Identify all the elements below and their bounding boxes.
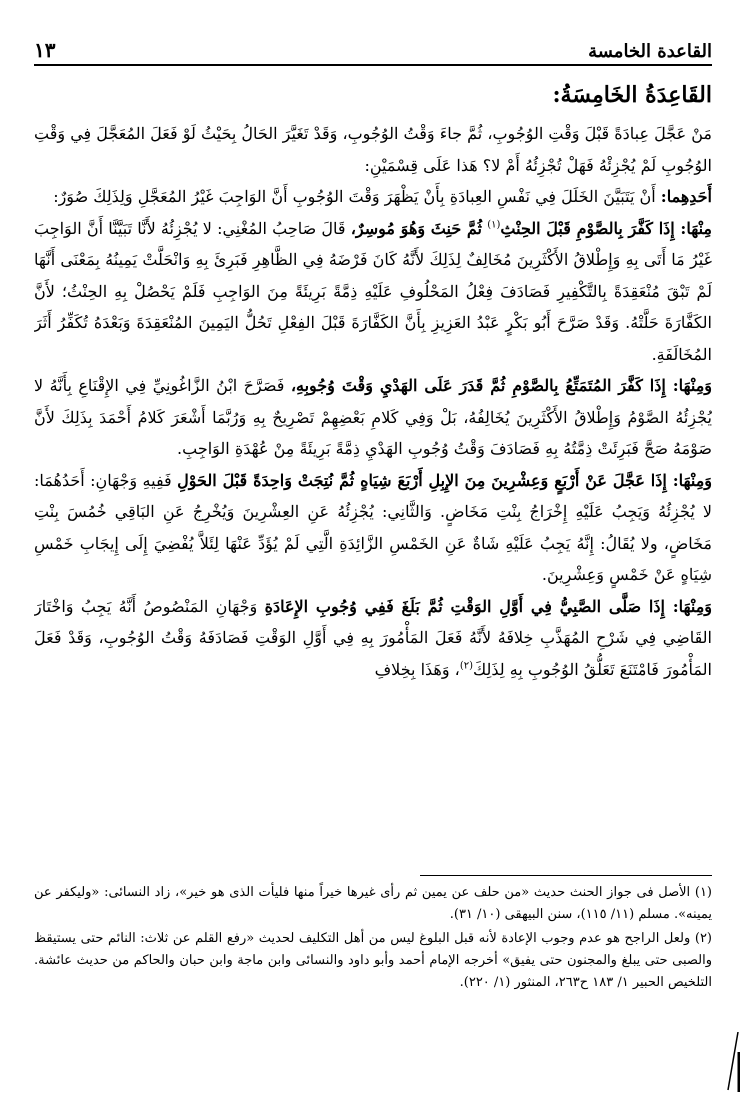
paragraph-case-4 — [34, 591, 712, 686]
paragraph-lead: وَمِنْهَا: إِذَا عَجَّلَ عَنْ أَرْبَعٍ وَعِشْرِينَ مِنَ الإِبِلِ أَرْبَعَ شِيَاهٍ ثُمَّ نُتِجَتْ وَاحِدَةً قَبْلَ الحَوْلِ — [177, 470, 712, 490]
paragraph-lead: أَحَدِهِما: — [660, 187, 712, 206]
paragraph-text: مَنْ عَجَّلَ عِبادَةً قَبْلَ وَقْتِ الوُجُوبِ، ثُمَّ جاءَ وَقْتُ الوُجُوبِ، وَقَدْ تَغَيَّرَ الحَالُ بِحَيْثُ لَوْ فَعَلَ المُعَجَّلَ فِي وَقْتِ الوُجُوبِ لَمْ يُجْزِئْهُ فَهَلْ تُجْزِئُهُ أَمْ لا؟ هَذا عَلَى قِسْمَيْنِ: — [34, 124, 712, 175]
paragraph-text: وَجْهَانِ المَنْصُوصُ أَنَّهُ يَجِبُ وَاخْتَارَ القَاضِي فِي شَرْحِ المُهَذَّبِ خِلافَهُ لأَنَّهُ فَعَلَ المَأْمُورَ بِهِ فِي أَوَّلِ الوَقْتِ فَصَادَفَهُ وَقْتُ الوُجُوبِ، وَقَدْ فَعَلَ المَأْمُورَ فَامْتَنَعَ تَعَلُّقُ الوُجُوبِ بِهِ لِذَلِكَ — [34, 596, 712, 679]
running-head: القاعدة الخامسة — [588, 41, 712, 62]
page-edge-mark — [726, 1032, 740, 1092]
paragraph-lead: وَمِنْهَا: إِذَا صَلَّى الصَّبِيُّ فِي أَوَّلِ الوَقْتِ ثُمَّ بَلَغَ فَفِي وُجُوبِ الإِعَادَةِ — [264, 596, 712, 616]
footnotes — [34, 882, 712, 1057]
paragraph-lead: وَمِنْهَا: إِذَا كَفَّرَ المُتَمَتِّعُ بِالصَّوْمِ ثُمَّ قَدَرَ عَلَى الهَدْيِ وَقْتَ وُجُوبِهِ، — [290, 376, 712, 395]
paragraph-case-2 — [34, 370, 712, 465]
footnote-ref-2[interactable]: (٢) — [459, 660, 474, 672]
paragraph-intro — [34, 118, 712, 181]
paragraph-lead-continued: ثُمَّ حَنِثَ وَهُوَ مُوسِرٌ، — [350, 218, 483, 238]
page-number: ١٣ — [34, 38, 56, 62]
section-title: القَاعِدَةُ الخَامِسَةُ: — [552, 82, 712, 108]
paragraph-text: قَالَ صَاحِبُ المُغْنِي: لا يُجْزِئُهُ لأَنَّا تَبَيَّنَّا أَنَّ الوَاجِبَ غَيْرُ مَا أَتَى بِهِ وَإِطْلاقُ الأَكْثَرِينَ مُخَالِفٌ لِذَلِكَ لأَنَّهُ كَانَ فَرْضَهُ فِي الظَّاهِرِ فَبَرِئَ بِهِ وَانْحَلَّتْ يَمِينُهُ بِمَعْنَى أَنَّهَا لَمْ تَبْقَ مُنْعَقِدَةً بِالتَّكْفِيرِ فَصَادَفَ فِعْلُ المَحْلُوفِ عَلَيْهِ ذِمَّةً بَرِيئَةً مِنَ الوَاجِبِ فَلَمْ يَحْصُلْ بِهِ الحِنْثُ؛ لأَنَّ الكَفَّارَةَ حَلَّتْهُ. وَقَدْ صَرَّحَ أَبُو بَكْرٍ عَبْدُ العَزِيزِ بِأَنَّ الكَفَّارَةَ قَبْلَ الفِعْلِ تَحُلُّ اليَمِينَ المُنْعَقِدَةَ وَبَعْدَهُ تُكَفِّرُ أَثَرَ المُخَالَفَةِ. — [34, 218, 712, 364]
paragraph-lead: مِنْهَا: إِذَا كَفَّرَ بِالصَّوْمِ قَبْلَ الحِنْثِ — [500, 218, 712, 238]
main-text — [34, 78, 712, 868]
paragraph-text: فَصَرَّحَ ابْنُ الزَّاغُونِيِّ فِي الإِقْنَاعِ بِأَنَّهُ لا يُجْزِئُهُ الصَّوْمُ وَإِطْلاقُ الأَكْثَرِينَ يُخَالِفُهُ، بَلْ وَفِي كَلامِ بَعْضِهِمْ تَصْرِيحٌ بِهِ وَرُبَّمَا أَشْعَرَ كَلامُ أَحْمَدَ بِذَلِكَ لأَنَّ صَوْمَهُ صَحَّ فَبَرِئَتْ ذِمَّتُهُ بِهِ فَصَادَفَ وَقْتُ وُجُوبِ الهَدْيِ ذِمَّةً بَرِيئَةً مِنْ عُهْدَةِ الوَاجِبِ. — [34, 376, 712, 458]
paragraph-first-type — [34, 181, 712, 213]
footnote-2: (٢) ولعل الراجح هو عدم وجوب الإعادة لأنه قبل البلوغ ليس من أهل التكليف لحديث «رفع القلم عن ثلاث: النائم حتى يستيقظ والصبى حتى يبلغ والمجنون حتى يفيق» أخرجه الإمام أحمد وأبو داود والنسائى وابن ماجة وابن حبان والحاكم من حديث عائشة. التلخيص الحبير ١/ ١٨٣ ح٢٦٣، المنثور (١/ ٢٢٠). — [34, 931, 712, 990]
page-header — [34, 30, 712, 66]
footnote-ref-1[interactable]: (١) — [487, 219, 501, 231]
paragraph-text: أَنْ يَتَبَيَّنَ الخَلَلَ فِي نَفْسِ العِبادَةِ بِأَنْ يَظْهَرَ وَقْتَ الوُجُوبِ أَنَّ الوَاجِبَ غَيْرُ المُعَجَّلِ وَلِذَلِكَ صُوَرٌ: — [53, 187, 656, 206]
footnote-1: (١) الأصل فى جواز الحنث حديث «من حلف عن يمين ثم رأى غيرها خيراً منها فليأت الذى هو خير»، زاد النسائى: «وليكفر عن يمينه». مسلم (١١/ ١١٥)، سنن البيهقى (١٠/ ٣١). — [34, 885, 712, 922]
paragraph-case-1 — [34, 213, 712, 371]
paragraph-case-3 — [34, 465, 712, 591]
paragraph-tail: ، وَهَذَا بِخِلافِ — [374, 659, 460, 679]
footnote-divider — [420, 875, 712, 876]
paragraph-text: فَفِيهِ وَجْهَانِ: أَحَدُهُمَا: لا يُجْزِئُهُ وَيَجِبُ عَلَيْهِ إِخْرَاجُ بِنْتِ مَخَاضٍ. وَالثَّانِي: يُجْزِئُهُ عَنِ العِشْرِينَ وَيُخْرِجُ عَنِ البَاقِي خُمُسَ بِنْتِ مَخَاضٍ، ولا يُقَالُ: إِنَّهُ يَجِبُ عَلَيْهِ شَاةٌ عَنِ الخَمْسِ الزَّائِدَةِ الَّتِي لَمْ يُؤَدِّ عَنْهَا لِئَلاَّ يُفْضِيَ إِلَى إِيجَابِ خَمْسِ شِيَاهٍ عَنْ خَمْسٍ وَعِشْرِينَ. — [34, 470, 712, 584]
